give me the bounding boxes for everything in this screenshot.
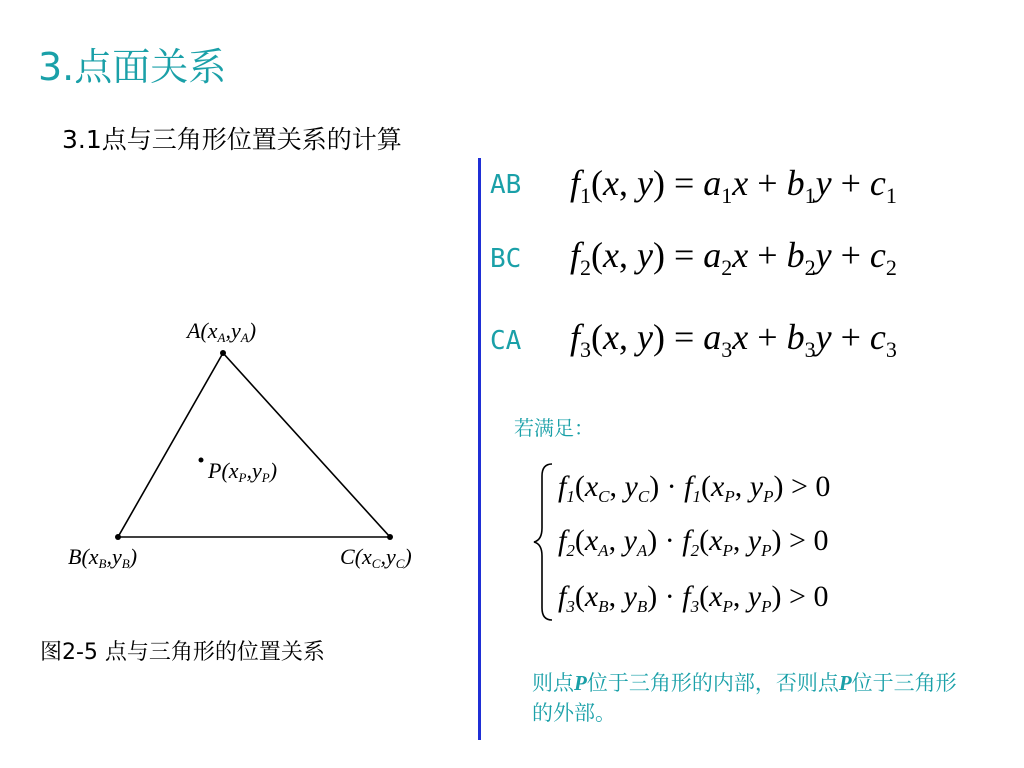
label-bc: BC	[490, 244, 522, 274]
point-p-label: P(xP,yP)	[208, 458, 278, 485]
slide-title: 3.点面关系	[38, 45, 227, 89]
equation-ca: $f_3(x$, $y) = a_3x + b_3y + c_3$	[570, 317, 897, 362]
condition-row-3: $f_3(x_B$, $y_B) \cdot f_3(x_P$, $y_P) > 0$	[558, 580, 829, 616]
vertex-b-label: B(xB,yB)	[68, 544, 138, 571]
point-p-dot	[199, 458, 204, 463]
divider-line	[478, 158, 481, 740]
condition-row-2: $f_2(x_A$, $y_A) \cdot f_2(x_P$, $y_P) > 0$	[558, 524, 829, 560]
figure-caption: 图2-5 点与三角形的位置关系	[40, 640, 325, 665]
equation-bc: $f_2(x$, $y) = a_2x + b_2y + c_2$	[570, 235, 897, 280]
vertex-c-dot	[387, 534, 393, 540]
vertex-a-dot	[220, 350, 226, 356]
slide-subtitle: 3.1点与三角形位置关系的计算	[62, 125, 402, 154]
left-brace-icon	[532, 462, 556, 622]
vertex-a-label: A(xA,yA)	[187, 318, 257, 345]
vertex-c-label: C(xC,yC)	[340, 544, 412, 571]
label-ca: CA	[490, 326, 522, 356]
label-ab: AB	[490, 170, 522, 200]
equation-ab: $f_1(x$, $y) = a_1x + b_1y + c_1$	[570, 163, 897, 208]
condition-intro: 若满足：	[514, 416, 594, 440]
vertex-b-dot	[115, 534, 121, 540]
conclusion-text: 则点P位于三角形的内部，否则点P位于三角形的外部。	[532, 671, 957, 725]
condition-row-1: $f_1(x_C$, $y_C) \cdot f_1(x_P$, $y_P) > 0$	[558, 470, 831, 506]
triangle-shape	[118, 353, 390, 537]
triangle-figure	[60, 300, 460, 600]
